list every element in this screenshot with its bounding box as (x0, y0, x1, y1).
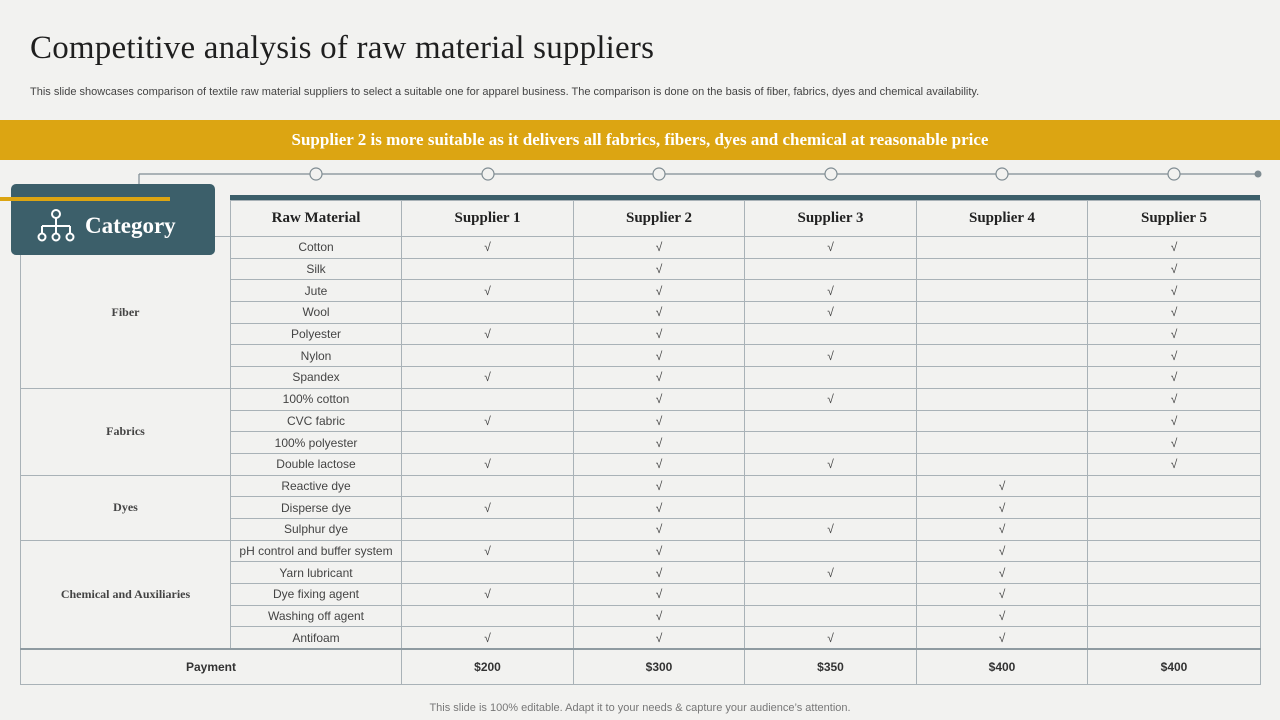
empty-cell (402, 258, 574, 280)
check-mark-cell: √ (574, 237, 745, 259)
check-mark-cell: √ (1088, 258, 1261, 280)
raw-material-cell: Silk (231, 258, 402, 280)
check-mark-cell: √ (1088, 432, 1261, 454)
check-mark-cell: √ (745, 453, 917, 475)
payment-supplier-4: $400 (917, 649, 1088, 685)
empty-cell (745, 540, 917, 562)
category-group-label: Fabrics (21, 388, 231, 475)
payment-label: Payment (21, 649, 402, 685)
raw-material-cell: Sulphur dye (231, 518, 402, 540)
empty-cell (917, 432, 1088, 454)
check-mark-cell: √ (917, 562, 1088, 584)
empty-cell (917, 345, 1088, 367)
raw-material-cell: Nylon (231, 345, 402, 367)
raw-material-cell: Cotton (231, 237, 402, 259)
payment-supplier-3: $350 (745, 649, 917, 685)
check-mark-cell: √ (745, 237, 917, 259)
raw-material-cell: 100% cotton (231, 388, 402, 410)
comparison-table (20, 200, 1261, 685)
check-mark-cell: √ (745, 627, 917, 649)
check-mark-cell: √ (917, 497, 1088, 519)
empty-cell (745, 605, 917, 627)
check-mark-cell: √ (402, 280, 574, 302)
empty-cell (402, 388, 574, 410)
check-mark-cell: √ (917, 518, 1088, 540)
check-mark-cell: √ (574, 518, 745, 540)
check-mark-cell: √ (1088, 323, 1261, 345)
check-mark-cell: √ (917, 584, 1088, 606)
check-mark-cell: √ (1088, 237, 1261, 259)
category-group-label: Dyes (21, 475, 231, 540)
col-header-supplier-3: Supplier 3 (745, 201, 917, 237)
empty-cell (917, 367, 1088, 389)
empty-cell (745, 258, 917, 280)
check-mark-cell: √ (402, 540, 574, 562)
check-mark-cell: √ (574, 367, 745, 389)
table-row (21, 540, 1261, 562)
check-mark-cell: √ (574, 258, 745, 280)
payment-supplier-1: $200 (402, 649, 574, 685)
raw-material-cell: Wool (231, 302, 402, 324)
empty-cell (1088, 627, 1261, 649)
empty-cell (745, 584, 917, 606)
banner-text: Supplier 2 is more suitable as it delivers all fabrics, fibers, dyes and chemical at reasonable price (291, 130, 989, 149)
raw-material-cell: Disperse dye (231, 497, 402, 519)
check-mark-cell: √ (745, 280, 917, 302)
raw-material-cell: Spandex (231, 367, 402, 389)
timeline-node-supplier-3 (653, 168, 665, 180)
empty-cell (917, 453, 1088, 475)
empty-cell (402, 432, 574, 454)
check-mark-cell: √ (574, 302, 745, 324)
check-mark-cell: √ (574, 453, 745, 475)
check-mark-cell: √ (574, 345, 745, 367)
check-mark-cell: √ (402, 584, 574, 606)
raw-material-cell: Dye fixing agent (231, 584, 402, 606)
table-body (21, 237, 1261, 650)
empty-cell (745, 432, 917, 454)
payment-supplier-2: $300 (574, 649, 745, 685)
check-mark-cell: √ (574, 280, 745, 302)
raw-material-cell: Jute (231, 280, 402, 302)
col-header-raw-material: Raw Material (231, 201, 402, 237)
check-mark-cell: √ (917, 475, 1088, 497)
empty-cell (402, 475, 574, 497)
empty-cell (1088, 475, 1261, 497)
check-mark-cell: √ (1088, 388, 1261, 410)
timeline-node-supplier-1 (310, 168, 322, 180)
raw-material-cell: 100% polyester (231, 432, 402, 454)
empty-cell (917, 410, 1088, 432)
timeline-node-supplier-2 (482, 168, 494, 180)
empty-cell (402, 562, 574, 584)
footer-note: This slide is 100% editable. Adapt it to your needs & capture your audience’s attention. (429, 702, 851, 714)
category-group-label: Fiber (21, 237, 231, 389)
raw-material-cell: Double lactose (231, 453, 402, 475)
empty-cell (917, 323, 1088, 345)
col-header-supplier-2: Supplier 2 (574, 201, 745, 237)
check-mark-cell: √ (745, 518, 917, 540)
check-mark-cell: √ (402, 410, 574, 432)
check-mark-cell: √ (574, 410, 745, 432)
check-mark-cell: √ (1088, 410, 1261, 432)
check-mark-cell: √ (402, 323, 574, 345)
check-mark-cell: √ (574, 562, 745, 584)
col-header-supplier-1: Supplier 1 (402, 201, 574, 237)
check-mark-cell: √ (402, 453, 574, 475)
check-mark-cell: √ (917, 540, 1088, 562)
timeline-node-supplier-5 (996, 168, 1008, 180)
check-mark-cell: √ (402, 497, 574, 519)
empty-cell (1088, 540, 1261, 562)
check-mark-cell: √ (574, 497, 745, 519)
check-mark-cell: √ (574, 605, 745, 627)
page-title: Competitive analysis of raw material suppliers (30, 30, 655, 66)
raw-material-cell: Washing off agent (231, 605, 402, 627)
check-mark-cell: √ (917, 627, 1088, 649)
empty-cell (745, 323, 917, 345)
empty-cell (745, 367, 917, 389)
check-mark-cell: √ (1088, 367, 1261, 389)
check-mark-cell: √ (574, 540, 745, 562)
timeline-node-supplier-6 (1168, 168, 1180, 180)
check-mark-cell: √ (917, 605, 1088, 627)
check-mark-cell: √ (574, 584, 745, 606)
empty-cell (402, 605, 574, 627)
timeline-node-supplier-4 (825, 168, 837, 180)
empty-cell (1088, 518, 1261, 540)
empty-cell (917, 280, 1088, 302)
hierarchy-icon (37, 209, 75, 243)
empty-cell (745, 475, 917, 497)
empty-cell (917, 302, 1088, 324)
empty-cell (1088, 605, 1261, 627)
raw-material-cell: Polyester (231, 323, 402, 345)
check-mark-cell: √ (745, 388, 917, 410)
table-row (21, 475, 1261, 497)
raw-material-cell: pH control and buffer system (231, 540, 402, 562)
category-header (11, 184, 215, 255)
empty-cell (402, 345, 574, 367)
empty-cell (917, 258, 1088, 280)
check-mark-cell: √ (402, 627, 574, 649)
col-header-supplier-5: Supplier 5 (1088, 201, 1261, 237)
check-mark-cell: √ (745, 562, 917, 584)
category-accent-bar (0, 197, 170, 201)
empty-cell (745, 410, 917, 432)
payment-row (21, 649, 1261, 685)
check-mark-cell: √ (745, 302, 917, 324)
payment-supplier-5: $400 (1088, 649, 1261, 685)
check-mark-cell: √ (1088, 302, 1261, 324)
empty-cell (917, 388, 1088, 410)
timeline-end-dot (1255, 171, 1262, 178)
empty-cell (917, 237, 1088, 259)
check-mark-cell: √ (402, 237, 574, 259)
raw-material-cell: Antifoam (231, 627, 402, 649)
check-mark-cell: √ (574, 627, 745, 649)
raw-material-cell: Yarn lubricant (231, 562, 402, 584)
empty-cell (1088, 584, 1261, 606)
check-mark-cell: √ (574, 388, 745, 410)
table-row (21, 388, 1261, 410)
category-group-label: Chemical and Auxiliaries (21, 540, 231, 649)
check-mark-cell: √ (1088, 280, 1261, 302)
check-mark-cell: √ (574, 475, 745, 497)
raw-material-cell: Reactive dye (231, 475, 402, 497)
category-label: Category (85, 213, 176, 238)
check-mark-cell: √ (402, 367, 574, 389)
page-subtitle: This slide showcases comparison of textile raw material suppliers to select a suitable one for apparel business. The comparison is done on the basis of fiber, fabrics, dyes and chemical availability. (30, 86, 980, 98)
check-mark-cell: √ (745, 345, 917, 367)
check-mark-cell: √ (1088, 345, 1261, 367)
empty-cell (402, 518, 574, 540)
empty-cell (402, 302, 574, 324)
empty-cell (1088, 497, 1261, 519)
empty-cell (1088, 562, 1261, 584)
empty-cell (745, 497, 917, 519)
check-mark-cell: √ (574, 323, 745, 345)
col-header-supplier-4: Supplier 4 (917, 201, 1088, 237)
check-mark-cell: √ (1088, 453, 1261, 475)
conclusion-banner (0, 120, 1280, 160)
raw-material-cell: CVC fabric (231, 410, 402, 432)
check-mark-cell: √ (574, 432, 745, 454)
